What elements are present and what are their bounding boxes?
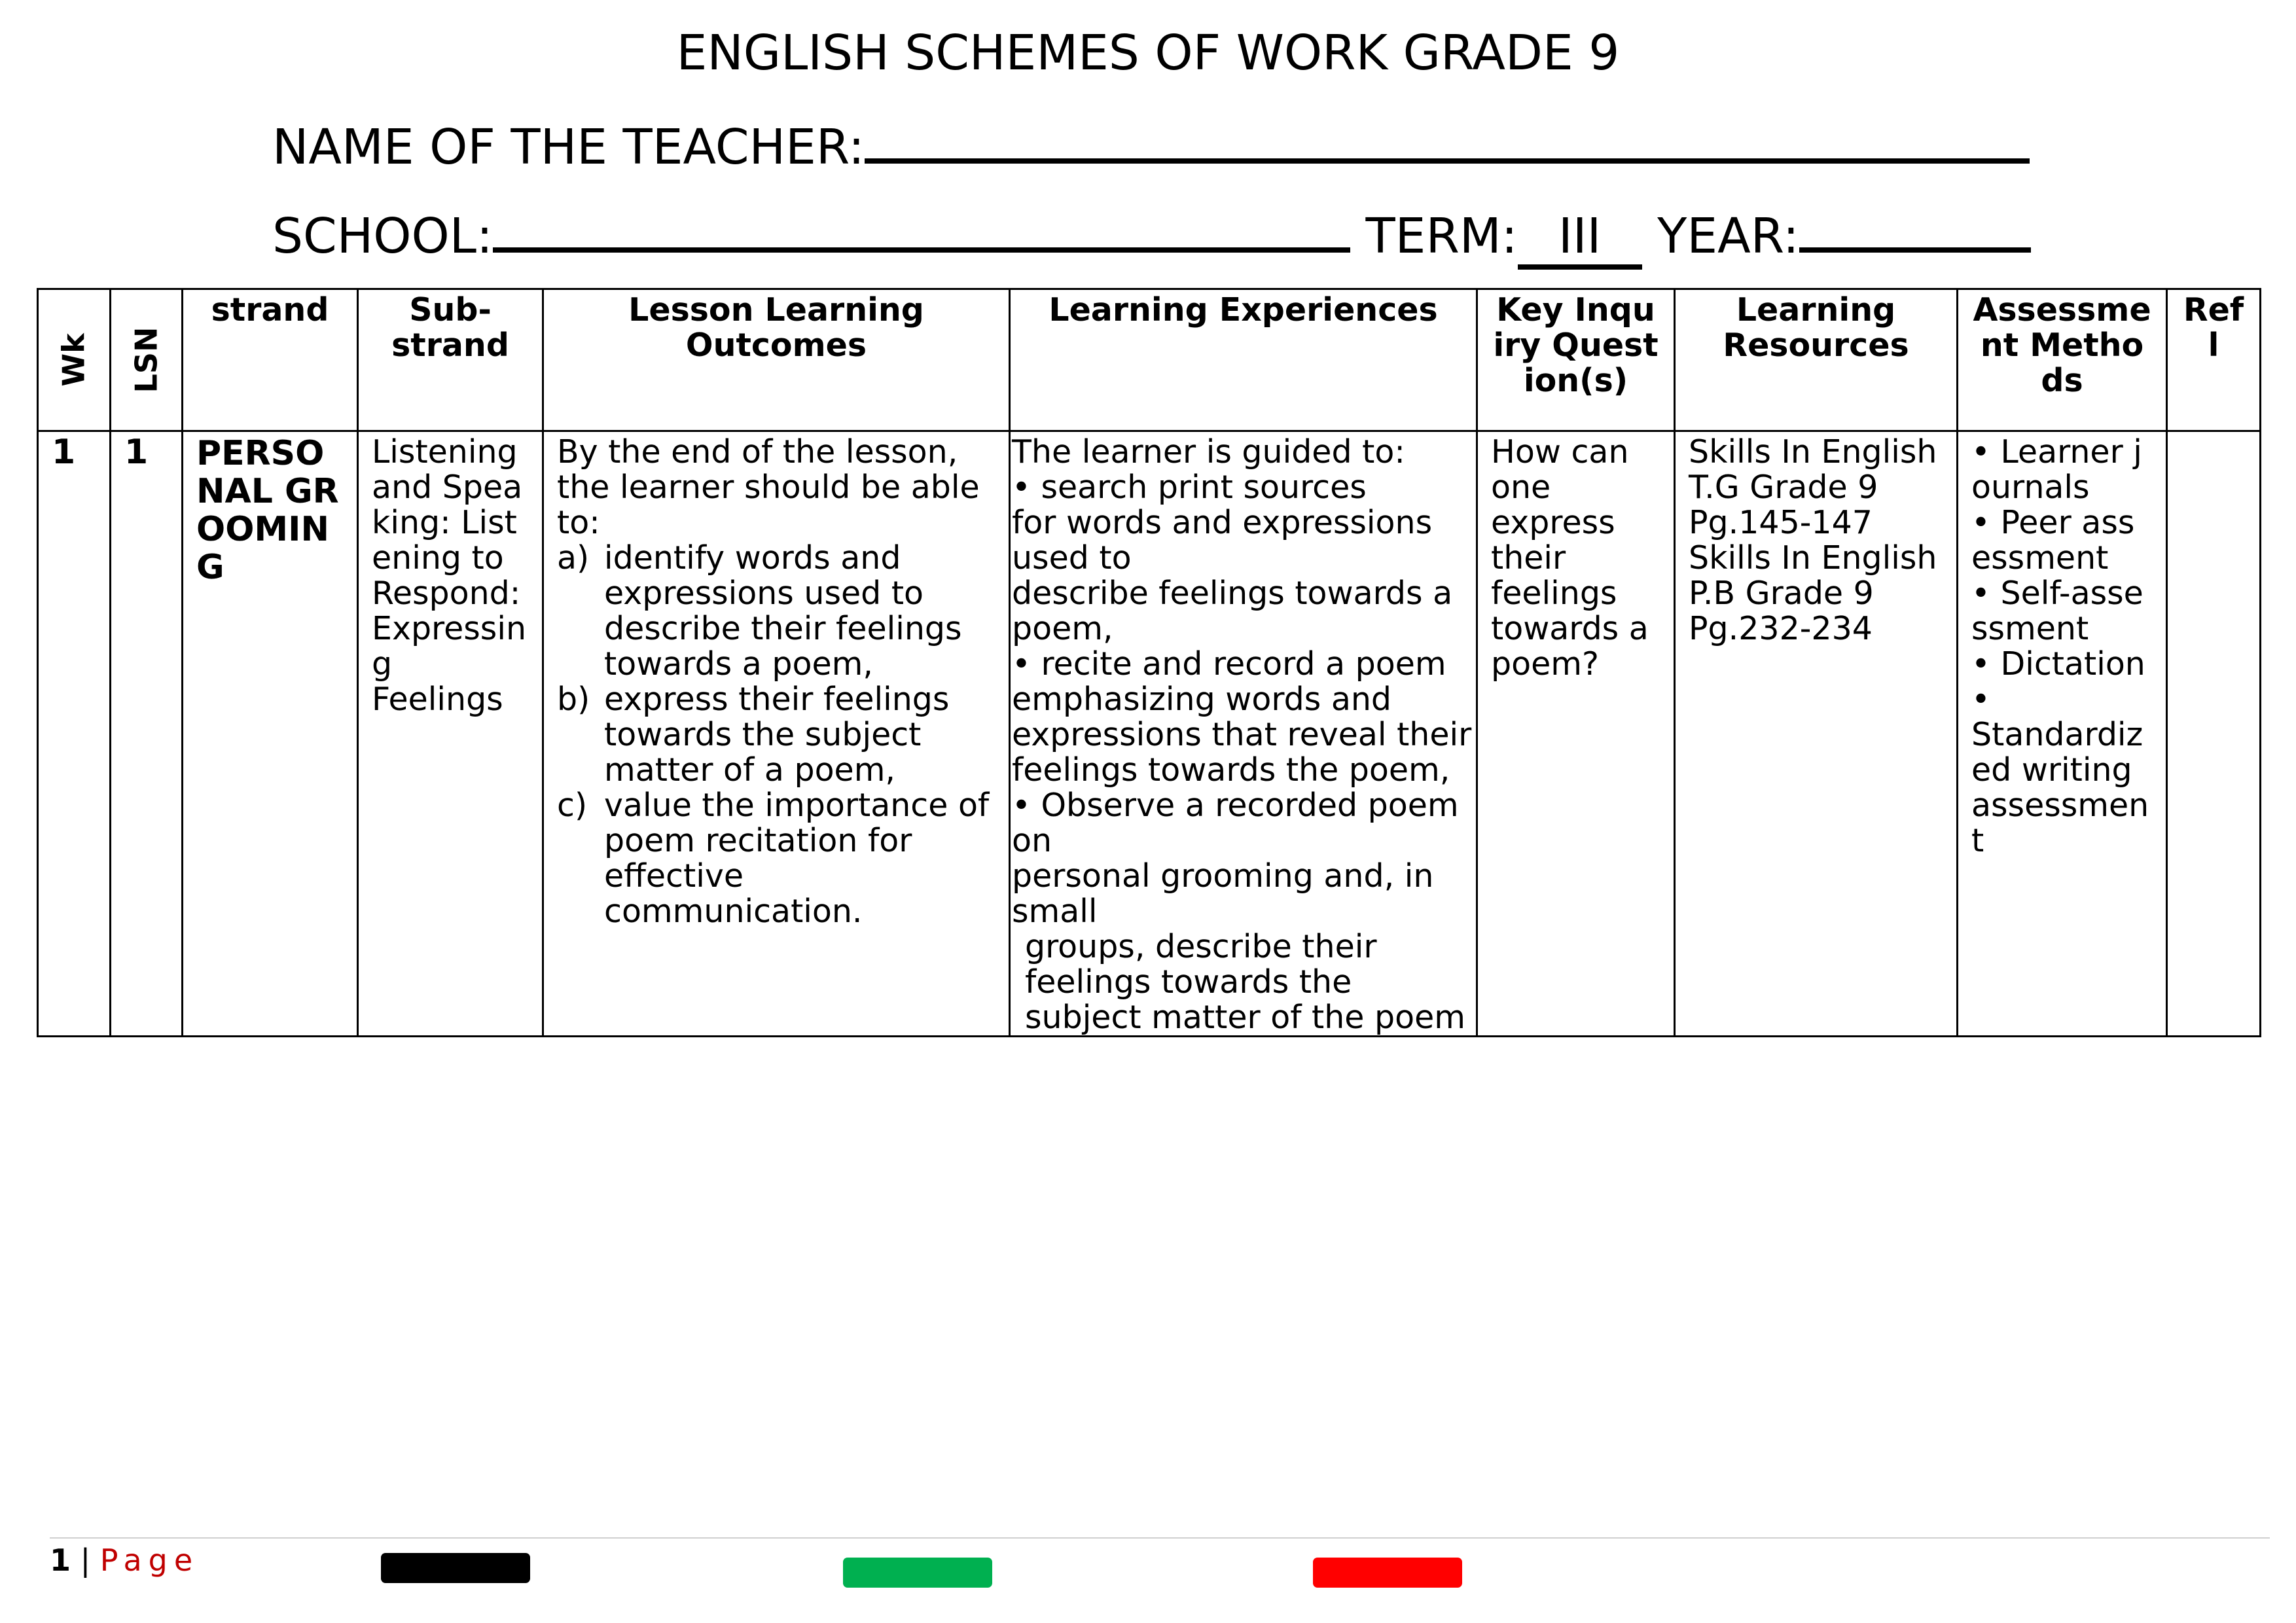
header-week: Wk [38, 289, 111, 431]
assessment-line: Standardized writing assessment [1971, 716, 2149, 859]
reflection-cell[interactable] [2167, 431, 2261, 1037]
experience-line: describe feelings towards a poem, [1012, 575, 1453, 647]
learning-outcomes-cell [543, 431, 1010, 1037]
list-item: c) value the importance of poem recitation for effective communication. [557, 787, 990, 930]
experience-line: • Observe a recorded poem on [1012, 787, 1459, 859]
substrand-cell [358, 431, 543, 1037]
teacher-name-blank[interactable] [865, 113, 2030, 164]
list-item: a) identify words and expressions used to describe their feelings towards a poem, [557, 539, 962, 683]
flag-bar-red [1313, 1558, 1462, 1588]
experience-line: • search print sources [1012, 469, 1367, 506]
school-blank[interactable] [493, 202, 1350, 253]
experience-line: for words and expressions used to [1012, 504, 1433, 577]
page-separator: | [71, 1543, 100, 1578]
assessment-line: • Peer assessment [1971, 504, 2135, 577]
header-assessment-methods: Assessment Methods [1958, 289, 2167, 431]
page-number [50, 1542, 199, 1578]
resource-line: Skills In English P.B Grade 9 Pg.232-234 [1689, 539, 1937, 647]
schemes-of-work-table [37, 288, 2261, 1037]
assessment-methods-cell [1958, 431, 2167, 1037]
week-cell: 1 [38, 431, 111, 1037]
header-key-inquiry: Key Inquiry Question(s) [1477, 289, 1675, 431]
header-reflection: Refl [2167, 289, 2261, 431]
school-label: SCHOOL: [272, 208, 493, 264]
assessment-line: • Dictation [1971, 645, 2145, 683]
header-substrand: Sub-strand [358, 289, 543, 431]
assessment-line: • [1971, 681, 1990, 718]
experience-line-indented: groups, describe their feelings towards the subject matter of the poem [1025, 928, 1465, 1036]
teacher-name-label: NAME OF THE TEACHER: [272, 119, 865, 175]
header-learning-experiences: Learning Experiences [1010, 289, 1477, 431]
year-blank[interactable] [1799, 202, 2031, 253]
experience-line: The learner is guided to: [1012, 433, 1405, 471]
header-learning-resources: Learning Resources [1675, 289, 1958, 431]
header-learning-outcomes: Lesson Learning Outcomes [543, 289, 1010, 431]
flag-bar-green [843, 1558, 992, 1588]
substrand-line: Feelings [372, 681, 503, 718]
document-title: ENGLISH SCHEMES OF WORK GRADE 9 [676, 25, 1620, 81]
resource-line: Skills In English T.G Grade 9 Pg.145-147 [1689, 433, 1937, 541]
teacher-name-line [272, 113, 2030, 175]
learning-resources-cell [1675, 431, 1958, 1037]
flag-bar-black [381, 1553, 530, 1583]
lesson-cell: 1 [111, 431, 183, 1037]
term-label: TERM: [1365, 208, 1518, 264]
table-row [38, 431, 2261, 1037]
substrand-line: Listening and Speaking: Listening to Respond: Expressing [372, 433, 527, 683]
experience-line: personal grooming and, in small [1012, 857, 1434, 930]
header-lesson: LSN [111, 289, 183, 431]
header-strand: strand [183, 289, 358, 431]
footer-divider [50, 1537, 2270, 1539]
page-label: Page [99, 1543, 200, 1578]
table-header-row [38, 289, 2261, 431]
list-item: b) express their feelings towards the subject matter of a poem, [557, 681, 950, 789]
assessment-line: • Self-assessment [1971, 575, 2144, 647]
experience-line: • recite and record a poem emphasizing words and expressions that reveal their feelings towards the poem, [1012, 645, 1472, 789]
assessment-line: • Learner journals [1971, 433, 2142, 506]
learning-experiences-cell [1010, 431, 1477, 1037]
page-number-value: 1 [50, 1543, 71, 1578]
school-term-year-line [272, 202, 2031, 270]
term-value[interactable]: III [1518, 208, 1642, 270]
outcomes-list [557, 541, 996, 929]
key-inquiry-cell: How can one express their feelings towards a poem? [1477, 431, 1675, 1037]
year-label: YEAR: [1657, 208, 1799, 264]
outcomes-intro: By the end of the lesson, the learner should be able to: [557, 433, 980, 541]
strand-cell: PERSONAL GROOMING [183, 431, 358, 1037]
